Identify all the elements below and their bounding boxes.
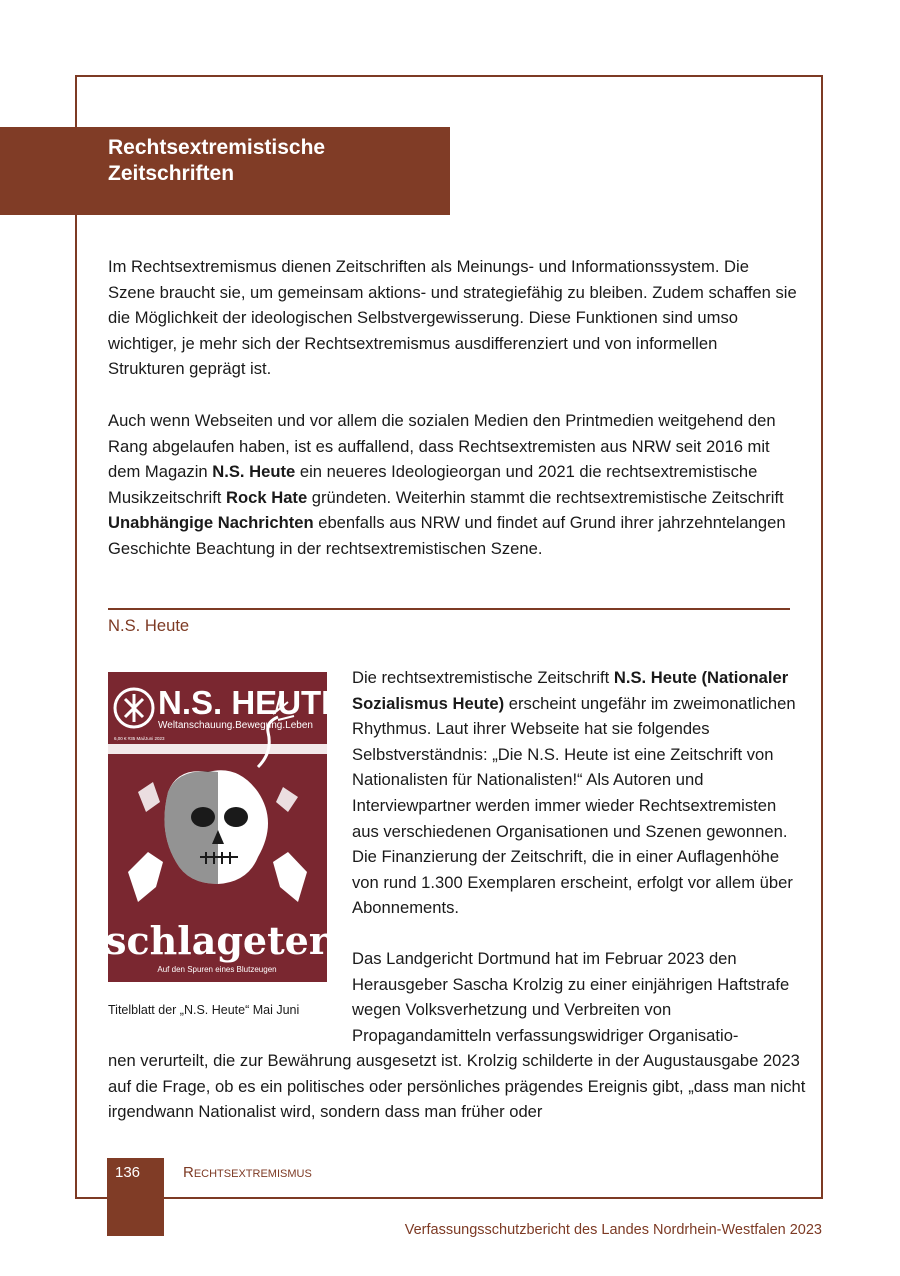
- cover-tagline: Weltanschauung.Bewegung.Leben: [158, 720, 313, 731]
- cover-artwork: [108, 672, 327, 982]
- cover-issue: 6,00 € #35 Mai/Juni 2023: [114, 736, 165, 741]
- bold-rock-hate: Rock Hate: [226, 487, 308, 507]
- footer-text: Verfassungsschutzbericht des Landes Nordrhein-Westfalen 2023: [404, 1222, 822, 1238]
- page-number: 136: [115, 1164, 141, 1181]
- subheading: N.S. Heute: [108, 616, 190, 635]
- intro-text-1: Im Rechtsextremismus dienen Zeitschriften als Meinungs- und Informationssystem. Die Szene braucht sie, um gemeinsam aktions- und strategiefähig zu bleiben. Zudem schaffen sie die Möglichkeit der ideologischen Selbstvergewisserung. Diese Funktionen sind umso wichtiger, je mehr sich der Rechtsextremismus ausdifferenziert und von informellen Strukturen geprägt ist.: [108, 257, 797, 379]
- body-text-4b: nen verurteilt, die zur Bewährung ausgesetzt ist. Krolzig schilderte in der Augustausgabe 2023 auf die Frage, ob es ein politisches oder persönliches prägendes Ereignis gibt, „dass man nicht irgendwann Nationalist wird, sondern dass man früher oder: [108, 1051, 806, 1122]
- title-line-1: Rechtsextremistische: [108, 136, 326, 159]
- body-paragraph-4-continued: [108, 1048, 808, 1125]
- intro-paragraph-2: [108, 408, 798, 562]
- page-title: [108, 135, 325, 187]
- magazine-cover-image: [108, 672, 327, 982]
- cover-masthead: N.S. HEUTE: [158, 684, 327, 721]
- cover-subline: Auf den Spuren eines Blutzeugen: [157, 965, 277, 974]
- bold-unabhaengige-nachrichten: Unabhängige Nachrichten: [108, 513, 314, 533]
- body-paragraph-3: [352, 665, 802, 921]
- cover-headline: schlageter: [108, 918, 327, 963]
- body-text-4a: Das Landgericht Dortmund hat im Februar 2023 den Herausgeber Sascha Krolzig zu einer einjährigen Haftstrafe wegen Volksverhetzung und Verbreiten von Propagandamitteln verfassungswidriger Organisatio-: [352, 949, 790, 1045]
- body-text-3: Die rechtsextremistische Zeitschrift N.S. Heute (Nationaler Sozialismus Heute) erscheint ungefähr im zweimonatlichen Rhythmus. Laut ihrer Webseite hat sie folgendes Selbstverständnis: „Die N.S. Heute ist eine Zeitschrift von Nationalisten für Nationalisten!“ Als Autoren und Interviewpartner werden immer wieder Rechtsextremisten aus verschiedenen Organisationen und Szenen gewonnen. Die Finanzierung der Zeitschrift, die in einer Auflagenhöhe von rund 1.300 Exemplaren erscheint, erfolgt vor allem über Abonnements.: [352, 668, 796, 918]
- section-label: Rechtsextremismus: [183, 1164, 312, 1181]
- body-paragraph-4: [352, 946, 802, 1048]
- section-divider: [108, 608, 790, 610]
- image-caption: Titelblatt der „N.S. Heute“ Mai Juni: [108, 1003, 300, 1017]
- title-band: [0, 127, 450, 215]
- bold-ns-heute-full: N.S. Heute (Nationaler Sozialismus Heute): [352, 668, 789, 713]
- bold-ns-heute: N.S. Heute: [212, 462, 296, 482]
- intro-paragraph-1: [108, 254, 798, 382]
- intro-text-2: Auch wenn Webseiten und vor allem die sozialen Medien den Printmedien weitgehend den Rang abgelaufen haben, ist es auffallend, dass Rechtsextremisten aus NRW seit 2016 mit dem Magazin N.S. Heute ein neueres Ideologieorgan und 2021 die rechtsextremistische Musikzeitschrift Rock Hate gründeten. Weiterhin stammt die rechtsextremistische Zeitschrift Unabhängige Nachrichten ebenfalls aus NRW und findet auf Grund ihrer jahrzehntelangen Geschichte Beachtung in der rechtsextremistischen Szene.: [108, 411, 786, 558]
- title-line-2: Zeitschriften: [108, 162, 235, 185]
